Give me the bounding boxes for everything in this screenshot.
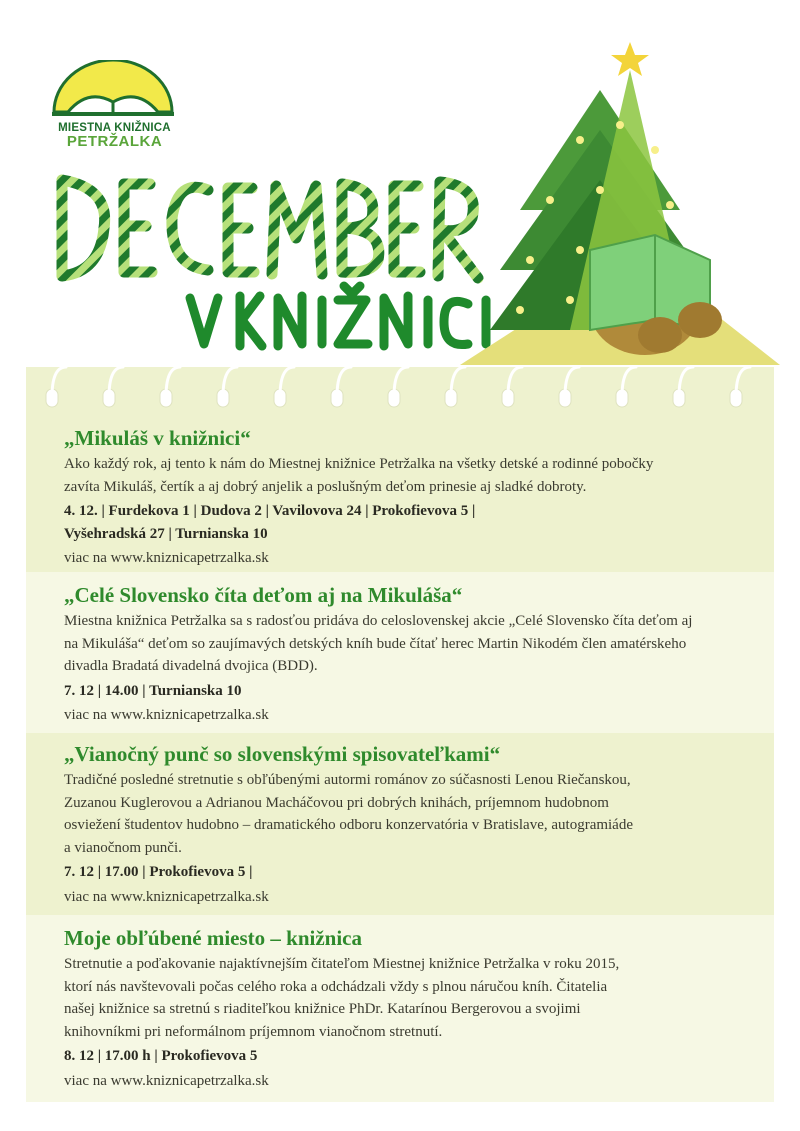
notebook-binding-holes [26,367,774,415]
event-title: „Celé Slovensko číta deťom aj na Mikuláša“ [64,583,463,607]
event-title: „Vianočný punč so slovenskými spisovateľkami“ [64,742,501,766]
event-section [26,572,774,733]
description-line: a vianočnom punči. [64,839,182,856]
event-section [26,367,774,572]
december-title-lettering [40,168,500,358]
meta-line: 4. 12. | Furdekova 1 | Dudova 2 | Vavilovova 24 | Prokofievova 5 | [64,503,476,519]
event-date-venues [64,500,774,545]
event-website: viac na www.kniznicapetrzalka.sk [64,1072,269,1089]
events-board [26,367,774,1102]
event-description [64,610,774,678]
event-description [64,769,774,859]
description-line: na Mikuláša“ deťom so zaujímavých detských kníh bude čítať herec Martin Nikodém člen amatérskeho [64,635,687,652]
logo-text-top: MIESTNA KNIŽNICA [58,122,171,134]
logo-text-bottom: PETRŽALKA [66,133,163,150]
event-website: viac na www.kniznicapetrzalka.sk [64,550,269,566]
description-line: ktorí nás navštevovali počas celého roka a odchádzali vždy s plnou náručou kníh. Čitatelia [64,978,608,995]
event-website: viac na www.kniznicapetrzalka.sk [64,707,269,723]
event-title: „Mikuláš v knižnici“ [64,426,251,450]
event-section [26,733,774,915]
event-description [64,953,774,1043]
description-line: knihovníkmi pri neformálnom príjemnom vianočnom stretnutí. [64,1023,443,1040]
event-section [26,915,774,1102]
event-description [64,453,774,498]
meta-line: 7. 12 | 17.00 | Prokofievova 5 | [64,864,253,880]
meta-line: Vyšehradská 27 | Turnianska 10 [64,525,268,542]
description-line: Ako každý rok, aj tento k nám do Miestnej knižnice Petržalka na všetky detské a rodinné pobočky [64,456,654,472]
description-line: osviežení študentov hudobno – dramatického odboru konzervatória v Bratislave, autogramiáde [64,817,633,833]
description-line: divadla Bradatá divadelná dvojica (BDD). [64,658,318,674]
event-title: Moje obľúbené miesto – knižnica [64,926,362,950]
description-line: zavíta Mikuláš, čertík a aj dobrý anjelik a poslušným deťom prinesie aj sladké dobroty. [64,478,587,495]
event-date-venues [64,680,774,703]
description-line: Tradičné posledné stretnutie s obľúbenými autormi románov zo súčasnosti Lenou Riečanskou, [64,772,631,788]
meta-line: 7. 12 | 14.00 | Turnianska 10 [64,682,242,699]
event-website: viac na www.kniznicapetrzalka.sk [64,888,269,905]
christmas-tree-illustration [460,30,780,370]
description-line: Miestna knižnica Petržalka sa s radosťou pridáva do celoslovenskej akcie „Celé Slovensko číta deťom aj [64,613,693,629]
event-date-venues [64,861,774,884]
event-date-venues [64,1045,774,1068]
meta-line: 8. 12 | 17.00 h | Prokofievova 5 [64,1048,258,1064]
description-line: Stretnutie a poďakovanie najaktívnejším čitateľom Miestnej knižnice Petržalka v roku 2015, [64,956,620,972]
description-line: našej knižnice sa stretnú s riaditeľkou knižnice PhDr. Katarínou Bergerovou a svojimi [64,1001,581,1017]
description-line: Zuzanou Kuglerovou a Adrianou Macháčovou pri dobrých knihách, príjemnom hudobnom [64,794,609,811]
